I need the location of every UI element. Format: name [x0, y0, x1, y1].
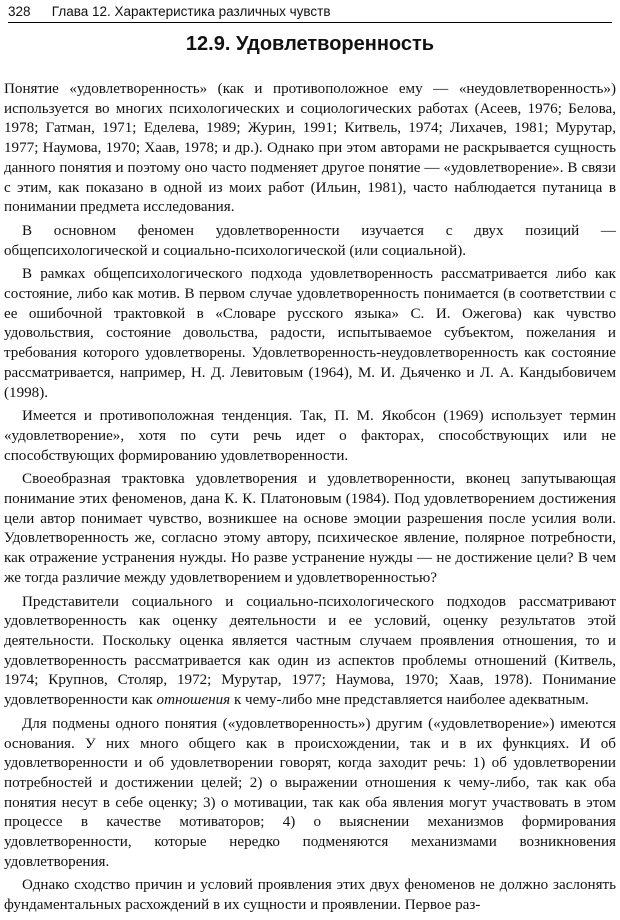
running-head: Глава 12. Характеристика различных чувств: [51, 4, 331, 19]
paragraph-6-emphasis: отношения: [156, 692, 231, 709]
paragraph-8: Однако сходство причин и условий проявления этих двух феноменов не должно заслонять фундаментальных расхождений в их сущности и проявлении. Первое раз-: [4, 877, 616, 914]
paragraph-6: [4, 593, 616, 711]
body-text: [4, 80, 616, 920]
paragraph-2: В основном феномен удовлетворенности изучается с двух позиций — общепсихологической и социально-психологической (или социальной).: [4, 222, 616, 259]
section-title: 12.9. Удовлетворенность: [185, 33, 435, 55]
paragraph-3: В рамках общепсихологического подхода удовлетворенность рассматривается либо как состояние, либо как мотив. В первом случае удовлетворенность понимается (в соответствии с ее ошибочной трактовкой в «Словаре русского языка» С. И. Ожегова) как чувство удовольствия, состояние довольства, радости, испытываемое субъектом, пожелания и требования которого удовлетворены. Удовлетворенность-неудовлетворенность как состояние рассматривается, например, Н. Д. Левитовым (1964), М. И. Дьяченко и Л. А. Кандыбовичем (1998).: [4, 266, 616, 401]
page-header: [8, 2, 612, 23]
paragraph-6-text-after: к чему-либо мне представляется наиболее адекватным.: [230, 692, 589, 709]
paragraph-7: Для подмены одного понятия («удовлетворенность») другим («удовлетворение») имеются основания. У них много общего как в происхождении, так и в их функциях. И об удовлетворенности и об удовлетворении говорят, когда заходит речь: 1) об удовлетворении потребностей и достижении целей; 2) о выражении отношения к чему-либо, так как оба понятия несут в себе оценку; 3) о мотивации, так как оба явления могут участвовать в этом процессе в качестве мотиваторов; 4) о выяснении механизмов формирования удовлетворенности, которые нередко подменяются механизмами возникновения удовлетворения.: [4, 715, 616, 870]
paragraph-6-text-before: Представители социального и социально-психологического подходов рассматривают удовлетворенность как оценку деятельности и ее условий, оценку результатов этой деятельности. Поскольку оценка является частным случаем проявления отношения, то и удовлетворенность рассматривается как один из аспектов проблемы отношений (Китвель, 1974; Крупнов, Столяр, 1972; Мурутар, 1977; Наумова, 1970; Хаав, 1978). Понимание удовлетворенности как: [4, 593, 616, 709]
page-number: 328: [8, 4, 31, 19]
paragraph-4: Имеется и противоположная тенденция. Так, П. М. Якобсон (1969) использует термин «удовлетворение», хотя по сути речь идет о факторах, способствующих или не способствующих формированию удовлетворенности.: [4, 408, 616, 464]
paragraph-1: Понятие «удовлетворенность» (как и противоположное ему — «неудовлетворенность») используется во многих психологических и социологических работах (Асеев, 1976; Белова, 1978; Гатман, 1971; Еделева, 1989; Журин, 1991; Китвель, 1974; Лихачев, 1981; Мурутар, 1977; Наумова, 1970; Хаав, 1978; и др.). Однако при этом авторами не раскрывается сущность данного понятия и поэтому оно часто подменяет другое понятие — «удовлетворение». В связи с этим, как показано в одной из моих работ (Ильин, 1981), часто наблюдается путаница в понимании предмета исследования.: [4, 81, 616, 216]
paragraph-5: Своеобразная трактовка удовлетворения и удовлетворенности, вконец запутывающая понимание этих феноменов, дана К. К. Платоновым (1984). Под удовлетворением достижения цели автор понимает чувство, возникшее на основе эмоции разрешения после усилия воли. Удовлетворенность же, согласно этому автору, психическое явление, полярное потребности, как отражение устранения нужды. Но разве устранение нужды — не достижение цели? В чем же тогда различие между удовлетворением и удовлетворенностью?: [4, 471, 616, 586]
